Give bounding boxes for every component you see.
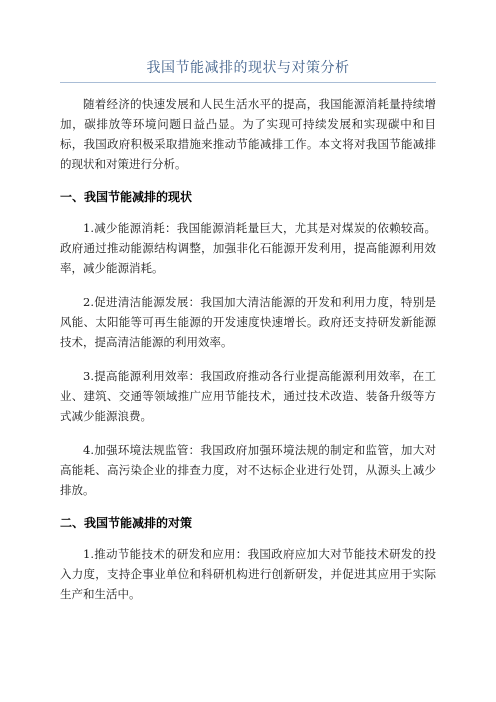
document-title: 我国节能减排的现状与对策分析	[146, 60, 350, 76]
intro-paragraph: 随着经济的快速发展和人民生活水平的提高，我国能源消耗量持续增加，碳排放等环境问题日益凸显。为了实现可持续发展和实现碳中和目标，我国政府积极采取措施来推动节能减排工作。本文将对我国节能减排的现状和对策进行分析。	[60, 97, 436, 171]
status-paragraph-3: 3.提高能源利用效率：我国政府推动各行业提高能源利用效率，在工业、建筑、交通等领域推广应用节能技术，通过技术改造、装备升级等方式减少能源浪费。	[60, 369, 436, 423]
status-paragraph-2: 2.促进清洁能源发展：我国加大清洁能源的开发和利用力度，特别是风能、太阳能等可再生能源的开发速度快速增长。政府还支持研发新能源技术，提高清洁能源的利用效率。	[60, 295, 436, 349]
measures-paragraph-1: 1.推动节能技术的研发和应用：我国政府应加大对节能技术研发的投入力度，支持企事业单位和科研机构进行创新研发，并促进其应用于实际生产和生活中。	[60, 547, 436, 601]
title-divider	[60, 82, 436, 83]
section-heading-measures: 二、我国节能减排的对策	[60, 516, 193, 530]
section-heading-status: 一、我国节能减排的现状	[60, 190, 193, 204]
status-paragraph-4: 4.加强环境法规监管：我国政府加强环境法规的制定和监管，加大对高能耗、高污染企业的排查力度，对不达标企业进行处罚，从源头上减少排放。	[60, 443, 436, 497]
status-paragraph-1: 1.减少能源消耗：我国能源消耗量巨大，尤其是对煤炭的依赖较高。政府通过推动能源结构调整，加强非化石能源开发利用，提高能源利用效率，减少能源消耗。	[60, 221, 436, 275]
document-body	[60, 94, 436, 618]
